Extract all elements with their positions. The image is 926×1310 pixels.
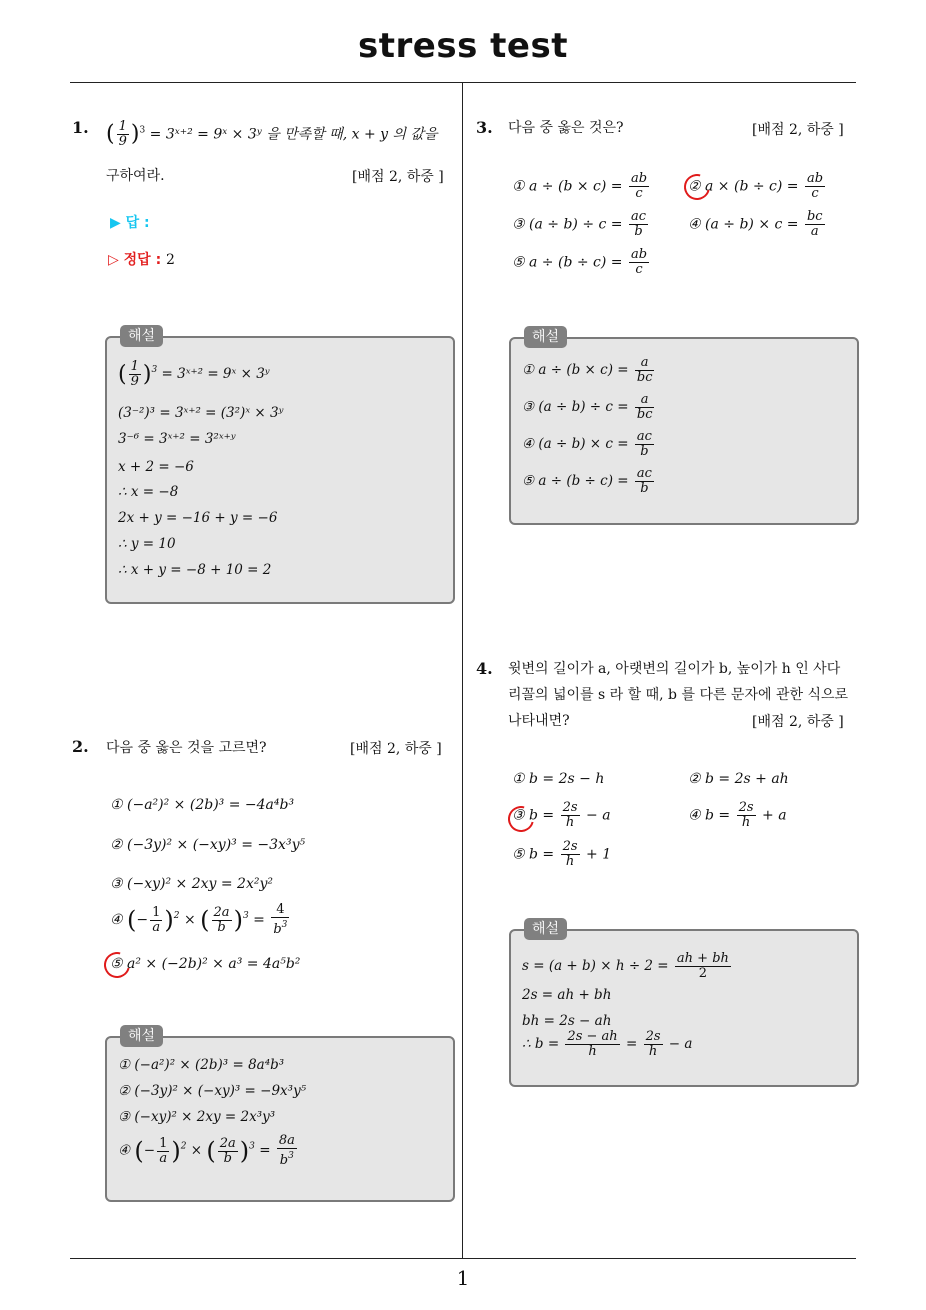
question-2-text: 다음 중 옳은 것을 고르면? (106, 740, 267, 756)
score-label: [배점 2, 하중 ] (350, 741, 442, 757)
explanation-line: 2s = ah + bh (522, 987, 612, 1003)
score-label: [배점 2, 하중 ] (752, 122, 844, 138)
choice-1[interactable]: ① a ÷ (b × c) = $\frac{ab}{c}$ (512, 171, 648, 201)
choice-5[interactable]: ⑤ a ÷ (b ÷ c) = $\frac{ab}{c}$ (512, 247, 648, 277)
choice-4-marker: ④ (110, 912, 123, 928)
bottom-divider (70, 1258, 856, 1259)
explanation-line: ③ (−xy)² × 2xy = 2x³y³ (118, 1109, 276, 1125)
correct-answer (108, 249, 175, 269)
question-number: 3. (476, 118, 493, 137)
explanation-line: bh = 2s − ah (522, 1013, 612, 1029)
explanation-line: ② (−3y)² × (−xy)³ = −9x³y⁵ (118, 1083, 307, 1099)
explanation-line: ① (−a²)² × (2b)³ = 8a⁴b³ (118, 1057, 285, 1073)
choice-4[interactable]: ④ (a ÷ b) × c = $\frac{bc}{a}$ (688, 209, 823, 239)
explanation-line: ∴ y = 10 (118, 536, 176, 552)
choice-2[interactable]: ② b = 2s + ah (688, 771, 789, 787)
explanation-line: 3⁻⁶ = 3ˣ⁺² = 3²ˣ⁺ʸ (118, 431, 236, 447)
selected-answer-circle (99, 947, 135, 983)
score-label: [배점 2, 하중 ] (352, 169, 444, 185)
question-number: 4. (476, 659, 493, 678)
question-4-line3: 나타내면? (508, 713, 570, 729)
choice-4[interactable]: ④ b = $\frac{2s}{h}$ + a (688, 800, 787, 830)
choice-4[interactable]: ④ (− $\frac{1}{a}$ )$^2$ × ( $\frac{2a}{b}$ )$^3$ = $\frac{4}{b^3}$ (110, 902, 288, 937)
page-number: 1 (456, 1266, 470, 1290)
explanation-line: ∴ b = $\frac{2s - ah}{h}$ = $\frac{2s}{h}$ − a (522, 1029, 693, 1059)
choice-3[interactable]: ③ (−xy)² × 2xy = 2x²y² (110, 876, 273, 892)
column-divider (462, 82, 463, 1258)
explanation-tag: 해설 (120, 325, 163, 347)
choice-3[interactable]: ③ (a ÷ b) ÷ c = $\frac{ac}{b}$ (512, 209, 647, 239)
explanation-line: x + 2 = −6 (118, 459, 194, 475)
question-1-text: = 3ˣ⁺² = 9ˣ × 3ʸ 을 만족할 때, x + y 의 값을 (149, 126, 438, 143)
correct-answer-label: ▷ 정답 : (108, 252, 162, 268)
question-3-text: 다음 중 옳은 것은? (508, 120, 624, 136)
explanation-line: ∴ x = −8 (118, 484, 179, 500)
explanation-line: ( $\frac{1}{9}$ )$^3$ = 3ˣ⁺² = 9ˣ × 3ʸ (118, 359, 270, 389)
page-title: stress test (358, 26, 568, 66)
score-label: [배점 2, 하중 ] (752, 714, 844, 730)
question-4-line2: 리꼴의 넓이를 s 라 할 때, b 를 다른 문자에 관한 식으로 (508, 687, 849, 703)
explanation-line: 2x + y = −16 + y = −6 (118, 510, 278, 526)
choice-3[interactable]: ③ b = $\frac{2s}{h}$ − a (512, 800, 611, 830)
explanation-line: s = (a + b) × h ÷ 2 = $\frac{ah + bh}{2}$ (522, 951, 729, 981)
choice-1[interactable]: ① b = 2s − h (512, 771, 605, 787)
explanation-line: (3⁻²)³ = 3ˣ⁺² = (3²)ˣ × 3ʸ (118, 405, 284, 421)
answer-label: ▶ 답 : (110, 215, 150, 231)
choice-2[interactable]: ② a × (b ÷ c) = $\frac{ab}{c}$ (688, 171, 824, 201)
explanation-tag: 해설 (524, 326, 567, 348)
explanation-line: ③ (a ÷ b) ÷ c = $\frac{a}{bc}$ (522, 392, 653, 422)
correct-answer-value: 2 (166, 252, 175, 268)
choice-2[interactable]: ② (−3y)² × (−xy)³ = −3x³y⁵ (110, 837, 306, 853)
explanation-tag: 해설 (120, 1025, 163, 1047)
explanation-line: ④ (a ÷ b) × c = $\frac{ac}{b}$ (522, 429, 652, 459)
choice-5[interactable]: ⑤ a² × (−2b)² × a³ = 4a⁵b² (110, 956, 301, 972)
question-1-line1: ( $\frac{1}{9}$ )$^3$ = 3ˣ⁺² = 9ˣ × 3ʸ 을 만족할 때, x + y 의 값을 (106, 119, 438, 149)
explanation-line: ④ (− $\frac{1}{a}$ )$^2$ × ( $\frac{2a}{b}$ )$^3$ = $\frac{8a}{b^3}$ (118, 1133, 295, 1168)
explanation-tag: 해설 (524, 918, 567, 940)
top-divider (70, 82, 856, 83)
explanation-line: ⑤ a ÷ (b ÷ c) = $\frac{ac}{b}$ (522, 466, 652, 496)
question-1-line2: 구하여라. (106, 168, 165, 184)
explanation-line: ∴ x + y = −8 + 10 = 2 (118, 562, 272, 578)
choice-1[interactable]: ① (−a²)² × (2b)³ = −4a⁴b³ (110, 797, 295, 813)
explanation-line: ① a ÷ (b × c) = $\frac{a}{bc}$ (522, 355, 653, 385)
choice-5[interactable]: ⑤ b = $\frac{2s}{h}$ + 1 (512, 839, 612, 869)
question-4-line1: 윗변의 길이가 a, 아랫변의 길이가 b, 높이가 h 인 사다 (508, 661, 841, 677)
question-number: 1. (72, 118, 89, 137)
fraction-one-ninth: $\frac{1}{9}$ (118, 119, 127, 149)
question-number: 2. (72, 737, 89, 756)
